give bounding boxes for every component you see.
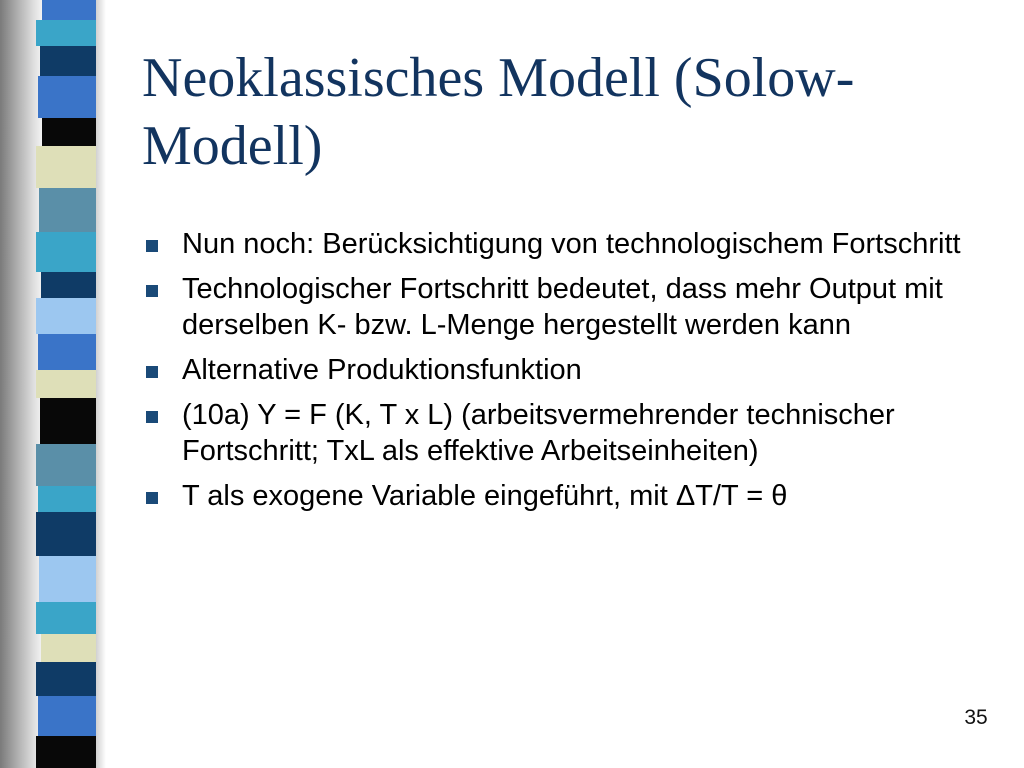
- stripe-block: [38, 76, 96, 118]
- bullet-item: [146, 397, 966, 469]
- stripe-block: [40, 46, 96, 76]
- bullet-item: [146, 226, 966, 262]
- bullet-item: [146, 352, 966, 388]
- stripe-block: [36, 444, 96, 486]
- square-bullet-icon: [146, 492, 158, 504]
- stripe-block: [41, 272, 96, 298]
- stripe-block: [36, 736, 96, 768]
- stripe-block: [38, 334, 96, 370]
- stripe-block: [36, 370, 96, 398]
- stripe-block: [42, 118, 96, 146]
- stripe-block: [36, 662, 96, 696]
- stripe-shadow: [96, 0, 106, 768]
- bullet-list: [146, 226, 966, 523]
- bullet-text: (10a) Y = F (K, T x L) (arbeitsvermehrender technischer Fortschritt; TxL als effektive Arbeitseinheiten): [182, 399, 895, 467]
- stripe-block: [36, 602, 96, 634]
- bullet-item: [146, 478, 966, 514]
- stripe-block: [36, 232, 96, 272]
- stripe-block: [36, 512, 96, 556]
- bullet-item: [146, 271, 966, 343]
- slide-title: Neoklassisches Modell (Solow-Modell): [142, 47, 855, 177]
- stripe-block: [38, 486, 96, 512]
- stripe-block: [36, 20, 96, 46]
- stripe-block: [41, 634, 96, 662]
- page-number: 35: [964, 706, 988, 729]
- stripe-block: [38, 696, 96, 736]
- bullet-text: Alternative Produktionsfunktion: [182, 354, 582, 386]
- square-bullet-icon: [146, 285, 158, 297]
- stripe-block: [36, 298, 96, 334]
- bullet-text: Nun noch: Berücksichtigung von technologischem Fortschritt: [182, 228, 961, 260]
- bullet-text: T als exogene Variable eingeführt, mit ΔT/T = θ: [182, 480, 788, 512]
- stripe-block: [39, 556, 96, 602]
- stripe-block: [39, 188, 96, 232]
- decorative-stripe: [36, 0, 96, 768]
- stripe-block: [40, 398, 96, 444]
- bullet-text: Technologischer Fortschritt bedeutet, dass mehr Output mit derselben K- bzw. L-Menge hergestellt werden kann: [182, 273, 943, 341]
- stripe-block: [42, 0, 96, 20]
- square-bullet-icon: [146, 240, 158, 252]
- stripe-block: [36, 146, 96, 188]
- square-bullet-icon: [146, 411, 158, 423]
- square-bullet-icon: [146, 366, 158, 378]
